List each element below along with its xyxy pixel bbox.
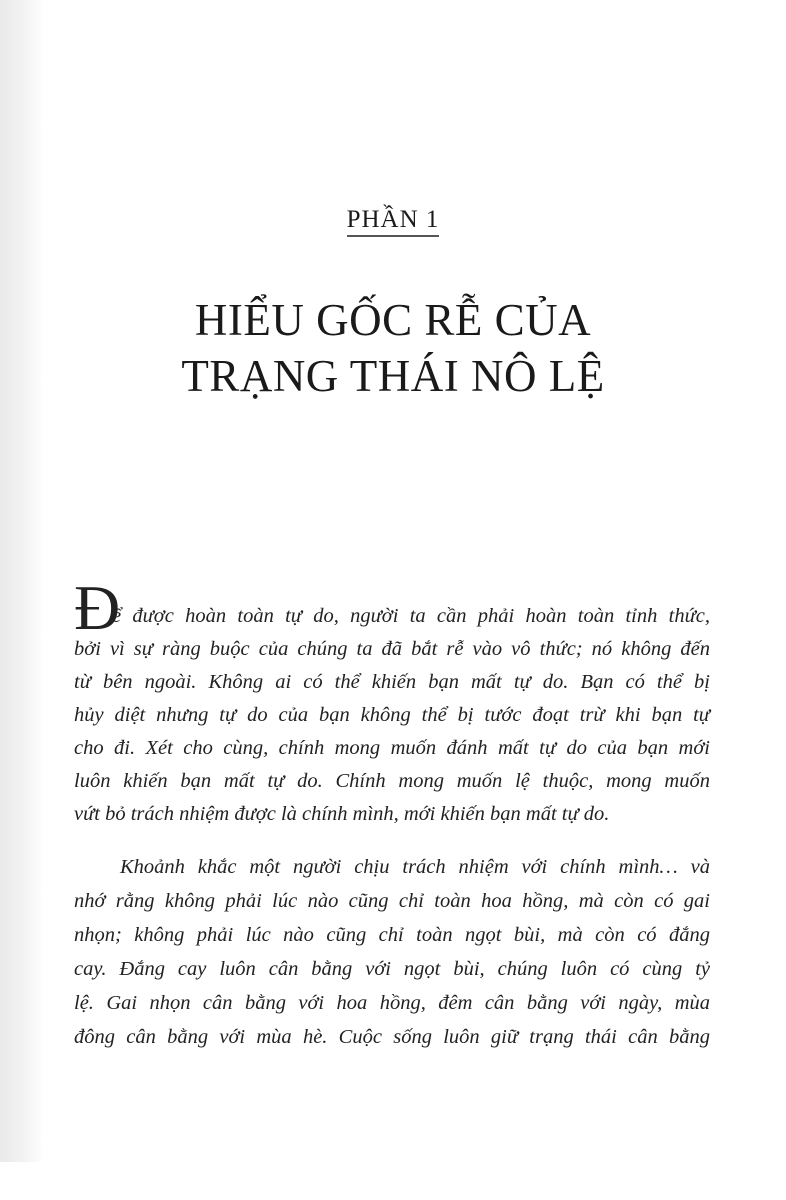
- text-line: ể được hoàn toàn tự do, người ta cần phải hoàn toàn tỉnh thức,: [112, 605, 710, 627]
- text-line: vứt bỏ trách nhiệm được là chính mình, mới khiến bạn mất tự do.: [74, 803, 610, 825]
- title-line: TRẠNG THÁI NÔ LỆ: [181, 351, 605, 401]
- drop-cap: Đ: [74, 572, 121, 643]
- title-line: HIỂU GỐC RỄ CỦA: [194, 295, 592, 345]
- page-gutter-shadow: [0, 0, 44, 1162]
- paragraph-1: [74, 572, 710, 831]
- text-line: Khoảnh khắc một người chịu trách nhiệm với chính mình… và: [120, 856, 710, 878]
- part-heading: [0, 206, 786, 234]
- text-line: cho đi. Xét cho cùng, chính mong muốn đánh mất tự do của bạn mới: [74, 737, 710, 759]
- text-line: nhớ rằng không phải lúc nào cũng chỉ toàn hoa hồng, mà còn có gai: [74, 890, 710, 912]
- text-line: hủy diệt nhưng tự do của bạn không thể bị tước đoạt trừ khi bạn tự: [74, 704, 710, 726]
- chapter-title: [0, 292, 786, 404]
- text-line: cay. Đắng cay luôn cân bằng với ngọt bùi, chúng luôn có cùng tỷ: [74, 958, 710, 980]
- text-line: lệ. Gai nhọn cân bằng với hoa hồng, đêm cân bằng với ngày, mùa: [74, 992, 710, 1014]
- text-line: luôn khiến bạn mất tự do. Chính mong muốn lệ thuộc, mong muốn: [74, 770, 710, 792]
- text-line: bởi vì sự ràng buộc của chúng ta đã bắt rễ vào vô thức; nó không đến: [74, 638, 710, 660]
- part-label: PHẦN 1: [347, 206, 440, 237]
- paragraph-2: [74, 850, 710, 1054]
- text-line: từ bên ngoài. Không ai có thể khiến bạn mất tự do. Bạn có thể bị: [74, 671, 710, 693]
- text-line: đông cân bằng với mùa hè. Cuộc sống luôn giữ trạng thái cân bằng: [74, 1026, 710, 1048]
- text-line: nhọn; không phải lúc nào cũng chỉ toàn ngọt bùi, mà còn có đắng: [74, 924, 710, 946]
